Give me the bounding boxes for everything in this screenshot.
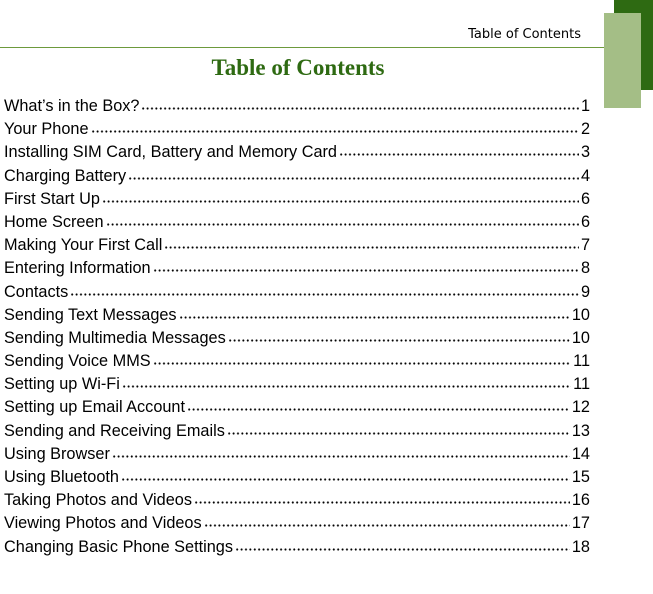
toc-entry-label: Sending and Receiving Emails [4,421,225,440]
toc-entry-page: 18 [571,537,590,556]
toc-leader-dots [112,446,570,458]
toc-leader-dots [194,492,570,504]
header-rule [0,47,604,48]
toc-entry-page: 15 [571,468,590,486]
toc-leader-dots [122,376,571,388]
toc-entry[interactable] [4,489,590,512]
toc-entry-label: Changing Basic Phone Settings [4,537,233,556]
toc-entry-page: 13 [571,421,590,440]
toc-entry-label: Setting up Email Account [4,398,186,417]
toc-leader-dots [128,168,579,180]
toc-entry-label: Viewing Photos and Videos [4,514,202,533]
toc-entry-page: 10 [571,328,590,347]
toc-entry[interactable] [4,188,590,211]
toc-entry-label: Contacts [4,282,69,301]
toc-entry-label: Home Screen [4,212,104,231]
toc-entry[interactable] [4,420,590,443]
toc-entry[interactable] [4,373,590,396]
toc-leader-dots [339,144,579,156]
toc-entry[interactable] [4,141,590,164]
toc-entry[interactable] [4,118,590,141]
toc-leader-dots [179,307,570,319]
toc-entry[interactable] [4,95,590,118]
toc-entry[interactable] [4,396,590,419]
toc-leader-dots [164,237,579,249]
toc-leader-dots [227,423,570,435]
toc-entry-page: 9 [580,282,590,301]
toc-entry-page: 6 [580,189,590,208]
toc-leader-dots [153,260,579,272]
toc-entry-label: Entering Information [4,259,151,278]
toc-leader-dots [228,330,570,342]
toc-entry-label: First Start Up [4,189,100,208]
toc-entry-label: Sending Multimedia Messages [4,328,226,347]
toc-entry-page: 4 [580,166,590,185]
toc-entry-page: 14 [571,444,590,463]
toc-entry[interactable] [4,536,590,559]
toc-entry[interactable] [4,211,590,234]
toc-entry-page: 8 [580,259,590,278]
toc-entry-label: What’s in the Box? [4,97,140,115]
toc-entry-label: Installing SIM Card, Battery and Memory Card [4,143,337,162]
toc-leader-dots [235,539,570,551]
page-title: Table of Contents [211,55,385,80]
toc-leader-dots [204,515,570,527]
toc-leader-dots [91,121,579,133]
toc-entry[interactable] [4,165,590,188]
toc-entry-label: Charging Battery [4,166,127,185]
toc-entry[interactable] [4,350,590,373]
toc-entry[interactable] [4,281,590,304]
toc-entry[interactable] [4,512,590,535]
toc-entry-label: Sending Voice MMS [4,352,151,371]
toc-entry-page: 2 [580,120,590,139]
running-header: Table of Contents [468,27,581,42]
toc-entry-label: Using Browser [4,444,110,463]
toc-entry[interactable] [4,443,590,466]
toc-entry[interactable] [4,327,590,350]
toc-entry[interactable] [4,257,590,280]
toc-entry-label: Sending Text Messages [4,305,177,324]
toc-entry-label: Your Phone [4,120,89,139]
toc-entry-label: Taking Photos and Videos [4,491,192,510]
toc-entry-page: 17 [571,514,590,533]
toc-leader-dots [106,214,579,226]
toc-entry-label: Using Bluetooth [4,468,119,486]
toc-leader-dots [121,469,570,481]
toc-list [4,95,590,559]
toc-leader-dots [153,353,571,365]
toc-entry-page: 7 [580,236,590,255]
toc-entry[interactable] [4,234,590,257]
toc-entry[interactable] [4,466,590,489]
toc-entry-page: 6 [580,212,590,231]
toc-entry-page: 10 [571,305,590,324]
toc-leader-dots [141,98,578,110]
toc-leader-dots [187,399,570,411]
toc-entry-page: 3 [580,143,590,162]
toc-entry-label: Setting up Wi-Fi [4,375,120,394]
corner-tab-light [604,13,641,108]
toc-entry-page: 12 [571,398,590,417]
toc-entry-page: 11 [573,375,590,394]
toc-entry-label: Making Your First Call [4,236,163,255]
toc-leader-dots [70,284,579,296]
toc-entry-page: 16 [571,491,590,510]
toc-entry-page: 1 [580,97,590,115]
toc-leader-dots [102,191,579,203]
toc-entry-page: 11 [573,352,590,371]
toc-entry[interactable] [4,304,590,327]
